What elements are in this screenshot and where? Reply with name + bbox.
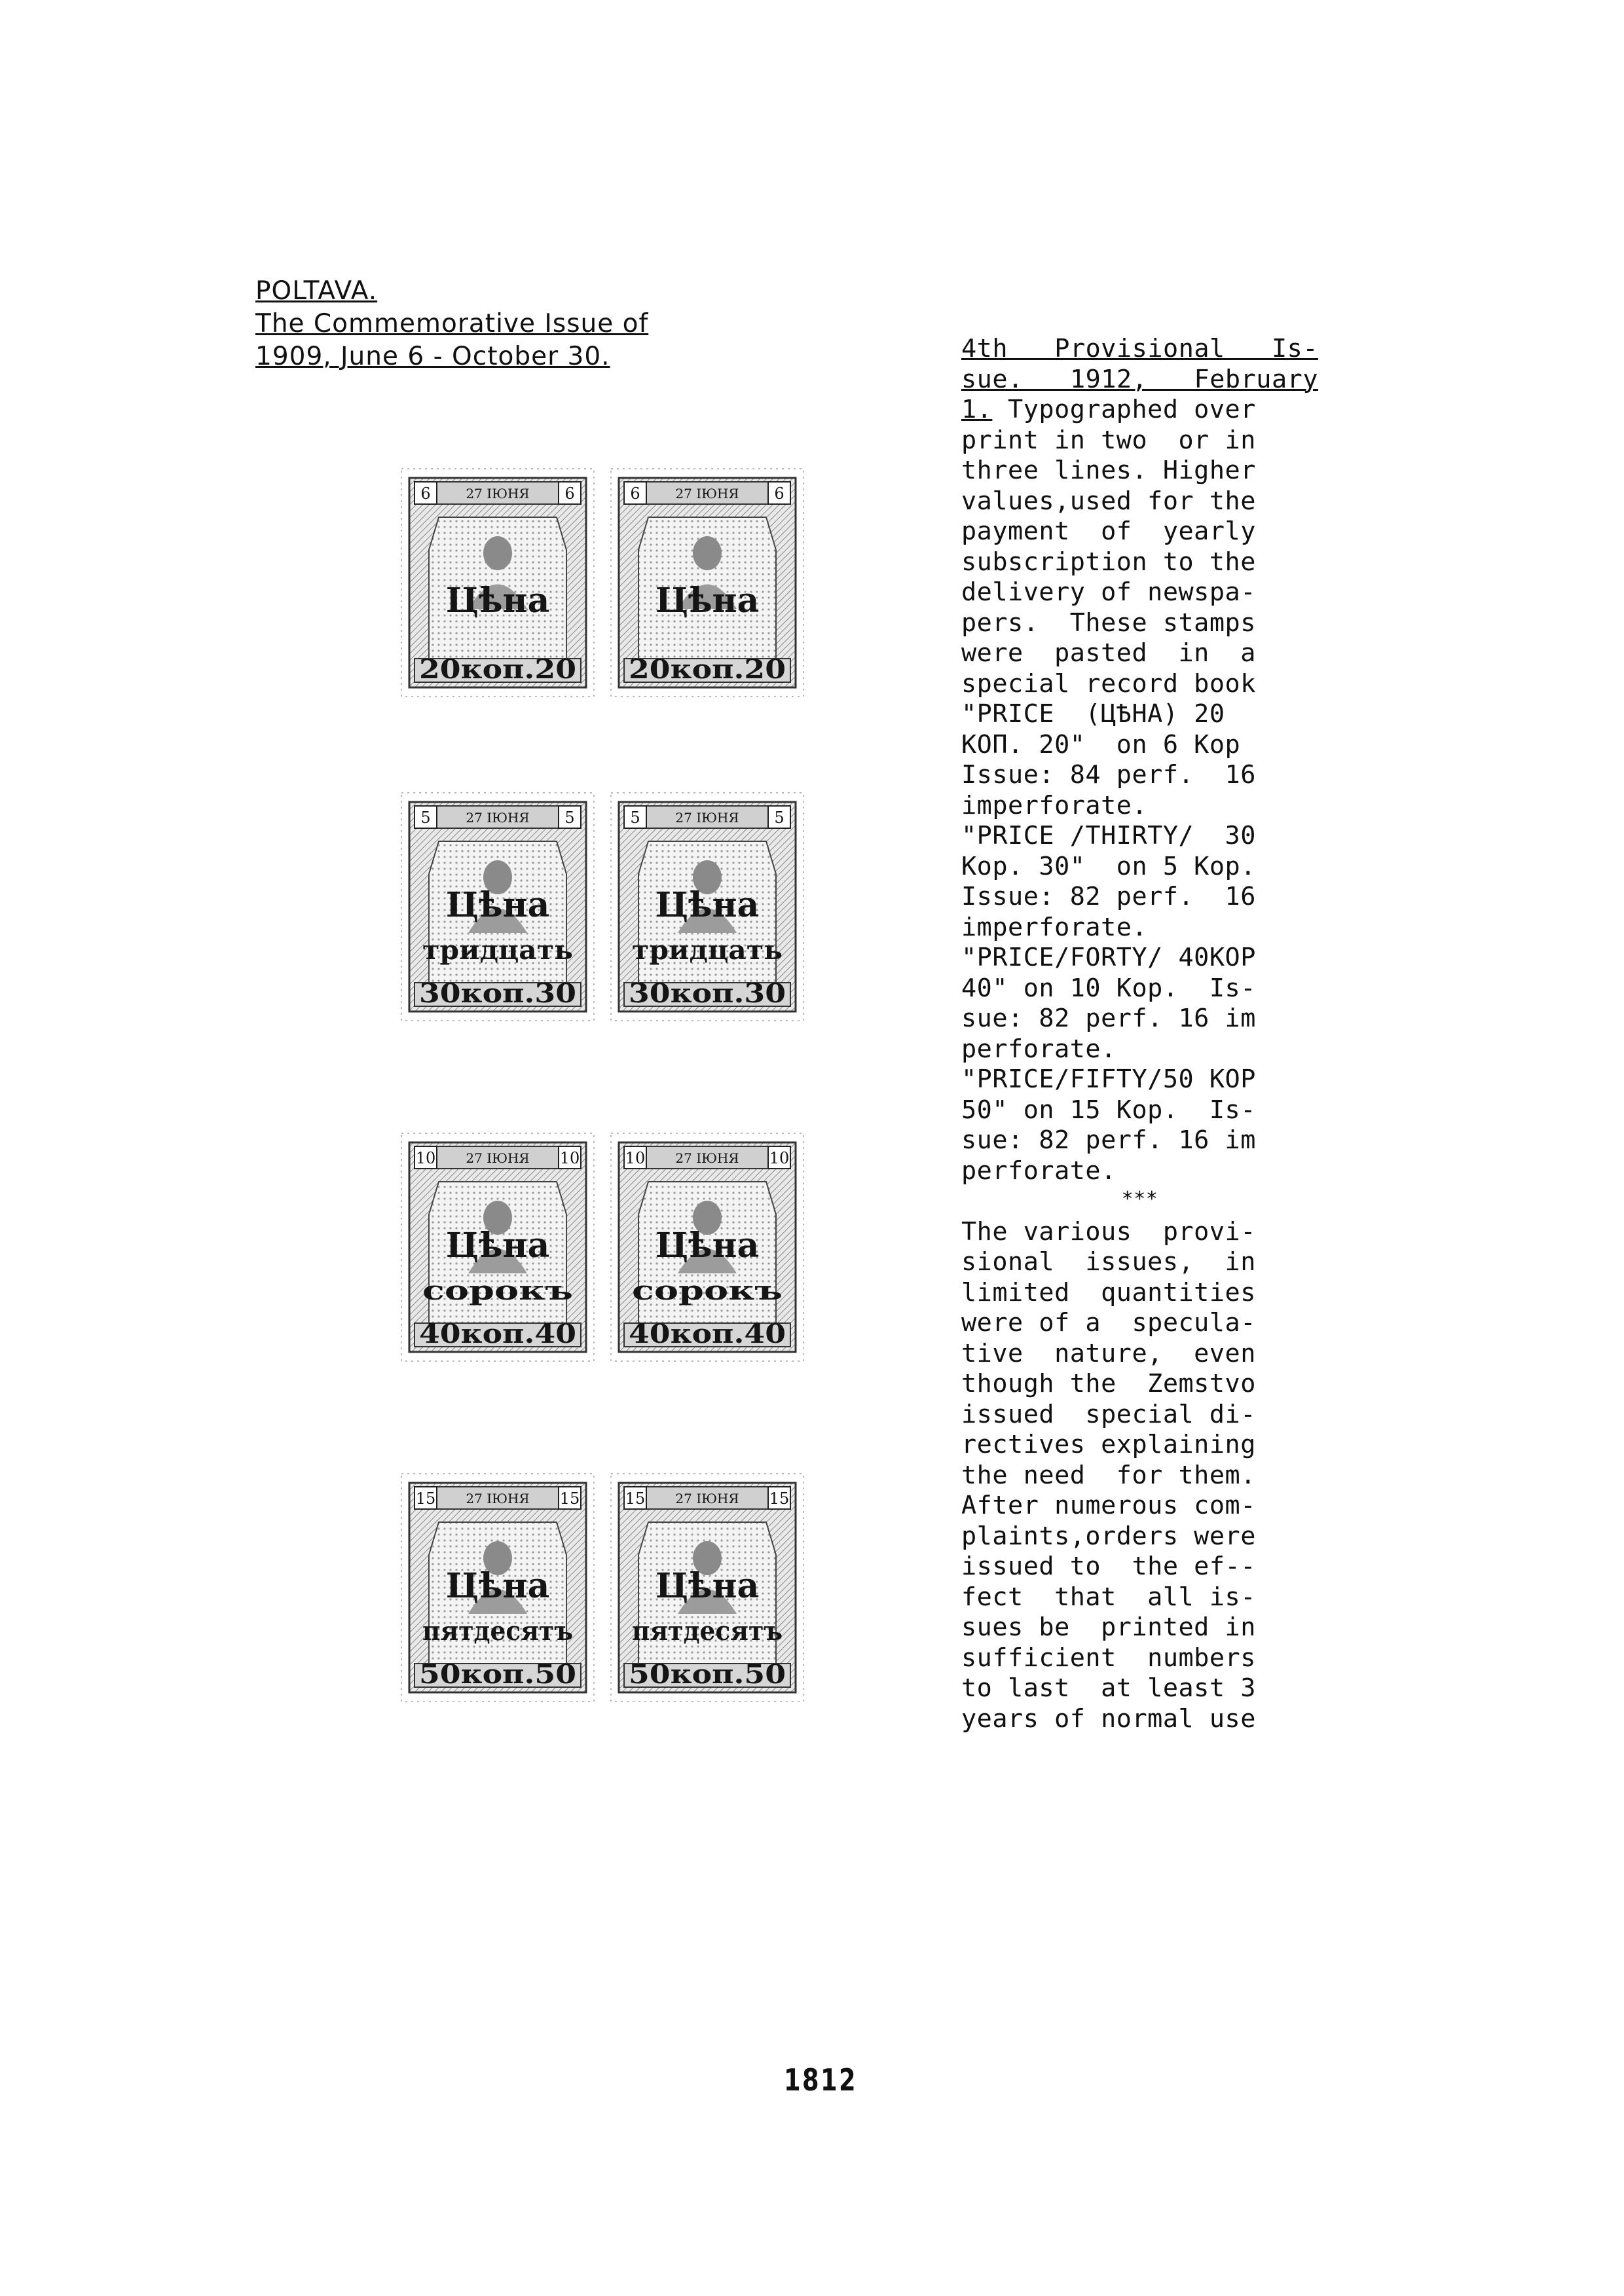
overprint-price-word: Цѣна xyxy=(445,1566,550,1606)
description-line: "PRICE/FORTY/ 40KOP xyxy=(961,943,1256,972)
overprint-kop-value: 30коп.30 xyxy=(629,978,786,1009)
stamp-value-left: 10 xyxy=(625,1149,646,1167)
paragraph-line: issued special di- xyxy=(961,1399,1256,1429)
description-line: 40" on 10 Kop. Is- xyxy=(961,973,1256,1003)
description-line: 50" on 15 Kop. Is- xyxy=(961,1095,1256,1125)
provisional-title-line-2: sue. 1912, February xyxy=(961,364,1318,394)
heading-line-issue: The Commemorative Issue of xyxy=(255,309,649,338)
stamp xyxy=(401,1474,594,1702)
stamp-value-left: 6 xyxy=(420,484,431,503)
overprint-value-word: тридцать xyxy=(422,935,573,966)
description-line: sue: 82 perf. 16 im xyxy=(961,1125,1256,1155)
description-line: payment of yearly xyxy=(961,517,1256,546)
stamp-value-right: 10 xyxy=(769,1149,790,1167)
page-number: 1812 xyxy=(784,2062,858,2098)
description-line: imperforate. xyxy=(961,912,1148,942)
stamp-value-right: 6 xyxy=(774,484,784,503)
stamp-value-right: 15 xyxy=(769,1489,790,1508)
description-line: print in two or in xyxy=(961,425,1256,455)
paragraph-line: to last at least 3 xyxy=(961,1673,1256,1703)
heading-line-dates: 1909, June 6 - October 30. xyxy=(255,342,610,371)
description-line: delivery of newspa- xyxy=(961,577,1256,607)
speculative-issues-paragraph xyxy=(961,1217,1318,1735)
overprint-value-word: пятдесятъ xyxy=(422,1616,573,1647)
overprint-price-word: Цѣна xyxy=(655,581,760,621)
paragraph-line: The various provi- xyxy=(961,1216,1256,1247)
overprint-value-word: тридцать xyxy=(632,935,783,966)
description-line: Issue: 84 perf. 16 xyxy=(961,760,1256,790)
overprint-kop-value: 30коп.30 xyxy=(419,978,576,1009)
stamp xyxy=(611,1133,803,1361)
paragraph-line: sufficient numbers xyxy=(961,1643,1256,1673)
stamp-header: 27 ІЮНЯ xyxy=(675,810,739,826)
provisional-description xyxy=(961,426,1318,1187)
description-line: three lines. Higher xyxy=(961,456,1256,485)
stamp-header: 27 ІЮНЯ xyxy=(466,1491,530,1506)
paragraph-line: the need for them. xyxy=(961,1460,1256,1490)
section-separator: *** xyxy=(1121,1188,1158,1211)
stamp xyxy=(611,793,803,1021)
description-line: perforate. xyxy=(961,1156,1116,1186)
stamp-value-left: 5 xyxy=(630,809,640,827)
paragraph-line: limited quantities xyxy=(961,1277,1256,1307)
description-line: pers. These stamps xyxy=(961,608,1256,638)
overprint-price-word: Цѣна xyxy=(655,1226,760,1266)
description-line: special record book xyxy=(961,668,1256,699)
stamp-value-right: 5 xyxy=(774,809,784,827)
stamp-header: 27 ІЮНЯ xyxy=(675,1491,739,1506)
paragraph-line: tive nature, even xyxy=(961,1338,1256,1368)
description-line: imperforate. xyxy=(961,790,1148,820)
overprint-value-word: сорокъ xyxy=(422,1275,573,1306)
overprint-value-word: пятдесятъ xyxy=(632,1616,783,1647)
overprint-value-word: сорокъ xyxy=(632,1275,783,1306)
stamp-value-left: 5 xyxy=(420,809,431,827)
paragraph-line: though the Zemstvo xyxy=(961,1369,1256,1398)
paragraph-line: plaints,orders were xyxy=(961,1521,1256,1551)
stamp-header: 27 ІЮНЯ xyxy=(675,486,739,501)
paragraph-line: sional issues, in xyxy=(961,1247,1256,1277)
overprint-kop-value: 40коп.40 xyxy=(629,1319,786,1349)
stamp-value-left: 15 xyxy=(625,1489,646,1508)
paragraph-line: fect that all is- xyxy=(961,1582,1256,1612)
description-line: perforate. xyxy=(961,1034,1116,1064)
paragraph-line: rectives explaining xyxy=(961,1430,1256,1459)
paragraph-line: issued to the ef-- xyxy=(961,1552,1256,1581)
description-line: "PRICE (ЦѢНА) 20 xyxy=(961,699,1225,729)
overprint-kop-value: 40коп.40 xyxy=(419,1319,576,1349)
overprint-kop-value: 20коп.20 xyxy=(419,654,576,685)
overprint-kop-value: 20коп.20 xyxy=(629,654,786,685)
overprint-price-word: Цѣна xyxy=(445,581,550,621)
stamp-value-right: 15 xyxy=(559,1489,580,1508)
heading-line-country: POLTAVA. xyxy=(255,276,378,306)
stamp-header: 27 ІЮНЯ xyxy=(466,486,530,501)
stamp-value-right: 10 xyxy=(559,1149,580,1167)
paragraph-line: years of normal use xyxy=(961,1704,1256,1734)
stamp xyxy=(611,1474,803,1702)
stamp-header: 27 ІЮНЯ xyxy=(466,1150,530,1166)
overprint-price-word: Цѣна xyxy=(445,885,550,925)
description-line: values,used for the xyxy=(961,486,1256,516)
description-line: "PRICE/FIFTY/50 KOP xyxy=(961,1065,1256,1094)
stamp-value-left: 6 xyxy=(630,484,640,503)
stamp xyxy=(611,469,803,697)
provisional-issue-column xyxy=(961,334,1318,1734)
paragraph-line: were of a specula- xyxy=(961,1308,1256,1338)
description-line: КОП. 20" on 6 Kop xyxy=(961,729,1241,759)
overprint-price-word: Цѣна xyxy=(655,1566,760,1606)
stamp-value-right: 5 xyxy=(564,809,575,827)
overprint-kop-value: 50коп.50 xyxy=(419,1659,576,1690)
description-line: subscription to the xyxy=(961,547,1256,577)
provisional-first-line-rest: Typographed over xyxy=(992,395,1256,424)
description-line: sue: 82 perf. 16 im xyxy=(961,1004,1256,1033)
paragraph-line: sues be printed in xyxy=(961,1613,1256,1642)
paragraph-line: After numerous com- xyxy=(961,1491,1256,1520)
stamp-header: 27 ІЮНЯ xyxy=(675,1150,739,1166)
stamp-value-left: 15 xyxy=(415,1489,436,1508)
stamp xyxy=(401,469,594,697)
stamp-value-right: 6 xyxy=(564,484,575,503)
stamp-value-left: 10 xyxy=(415,1149,436,1167)
overprint-price-word: Цѣна xyxy=(445,1226,550,1266)
description-line: Issue: 82 perf. 16 xyxy=(961,882,1256,911)
description-line: "PRICE /THIRTY/ 30 xyxy=(961,821,1256,850)
overprint-kop-value: 50коп.50 xyxy=(629,1659,786,1690)
overprint-price-word: Цѣна xyxy=(655,885,760,925)
stamp xyxy=(401,793,594,1021)
stamp xyxy=(401,1133,594,1361)
description-line: Kop. 30" on 5 Kop. xyxy=(961,851,1256,881)
provisional-title-line-1: 4th Provisional Is- xyxy=(961,334,1318,363)
description-line: were pasted in a xyxy=(961,638,1256,668)
provisional-title-line-3: 1. xyxy=(961,395,993,424)
stamp-header: 27 ІЮНЯ xyxy=(466,810,530,826)
